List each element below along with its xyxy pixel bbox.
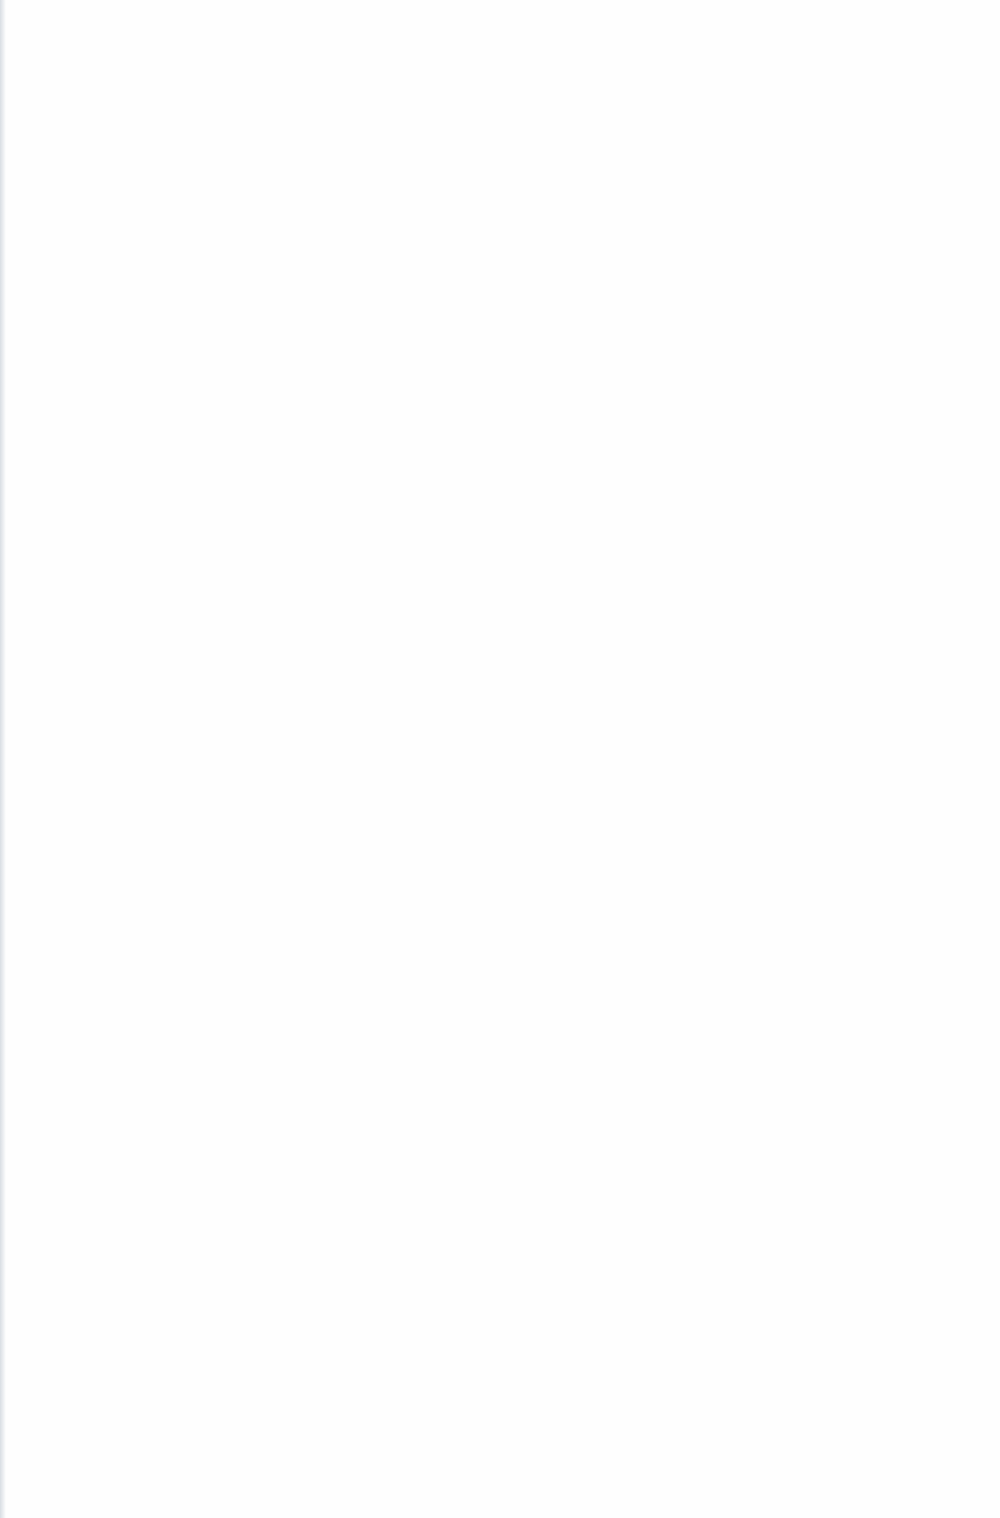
- page-edge-shadow: [0, 0, 6, 1518]
- table-of-contents: [68, 40, 946, 49]
